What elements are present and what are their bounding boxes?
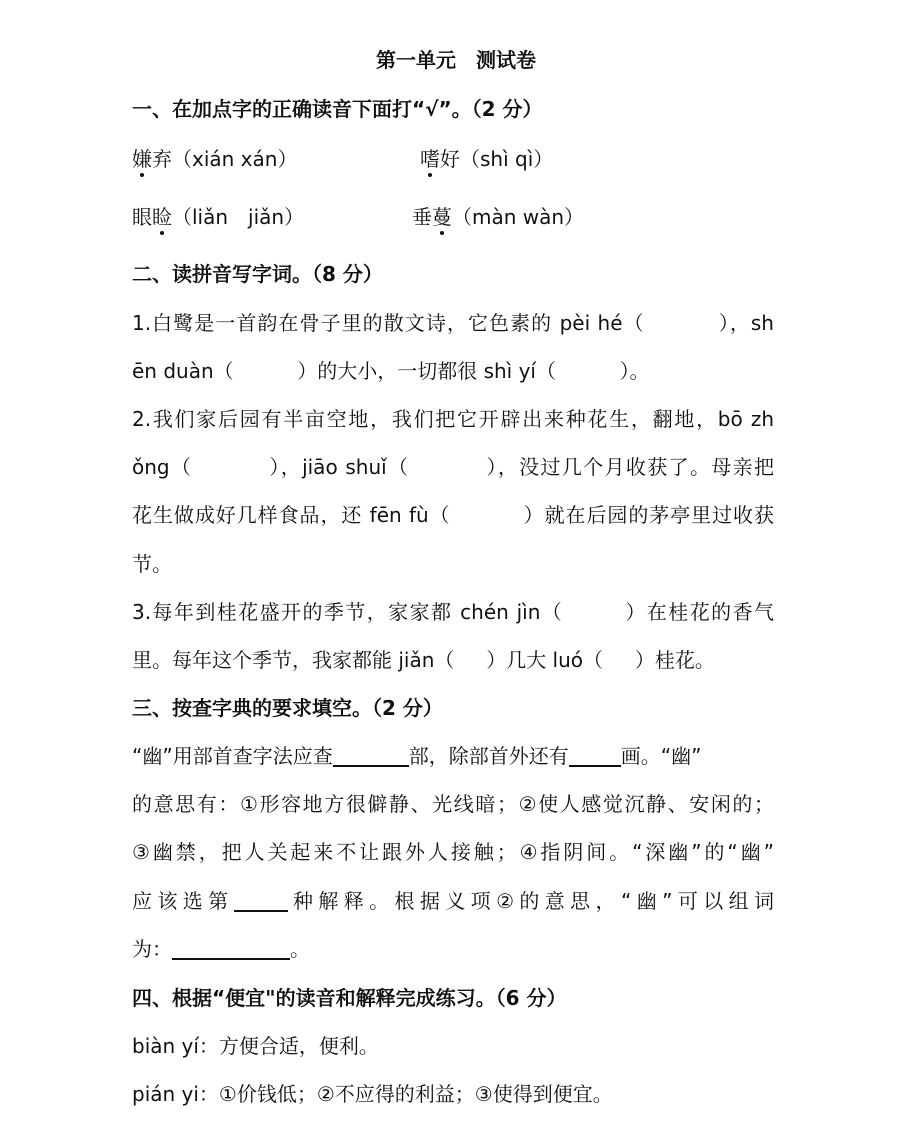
dotted-char: 嫌 bbox=[132, 143, 152, 172]
pinyin-options: （màn wàn） bbox=[452, 205, 585, 229]
q2-line-1: 1.白鹭是一首韵在骨子里的散文诗，它色素的 pèi hé（ ），sh bbox=[132, 311, 774, 335]
dotted-char: 嗜 bbox=[420, 143, 440, 172]
q3-line-5: 为： 。 bbox=[132, 937, 310, 961]
q1-item-4: 垂蔓（màn wàn） bbox=[412, 201, 584, 230]
q2-line-5: 花生做成好几样食品，还 fēn fù（ ）就在后园的茅亭里过收获 bbox=[132, 503, 775, 527]
q2-line-8: 里。每年这个季节，我家都能 jiǎn（ ）几大 luó（ ）桂花。 bbox=[132, 648, 715, 672]
q2-line-2: ēn duàn（ ）的大小，一切都很 shì yí（ ）。 bbox=[132, 359, 650, 383]
pinyin-options: （xián xán） bbox=[172, 147, 298, 171]
q1-item-3: 眼睑（liǎn jiǎn） bbox=[132, 201, 304, 230]
section-3-heading: 三、按查字典的要求填空。（2 分） bbox=[132, 696, 443, 720]
q2-line-3: 2.我们家后园有半亩空地，我们把它开辟出来种花生，翻地，bō zh bbox=[132, 407, 774, 431]
q2-line-7: 3.每年到桂花盛开的季节，家家都 chén jìn（ ）在桂花的香气 bbox=[132, 600, 774, 624]
q4-line-2: pián yi：①价钱低；②不应得的利益；③使得到便宜。 bbox=[132, 1082, 613, 1106]
pinyin-options: （shì qì） bbox=[460, 147, 554, 171]
answer-blank[interactable] bbox=[172, 957, 290, 960]
q1-item-1: 嫌弃（xián xán） bbox=[132, 143, 297, 172]
dotted-char: 蔓 bbox=[432, 201, 452, 230]
pinyin-options: （liǎn jiǎn） bbox=[172, 205, 305, 229]
dotted-char: 睑 bbox=[152, 201, 172, 230]
q3-line-3: ③幽禁，把人关起来不让跟外人接触；④指阴间。“深幽”的“幽” bbox=[132, 840, 774, 864]
section-1-heading: 一、在加点字的正确读音下面打“√”。（2 分） bbox=[132, 97, 543, 121]
answer-blank[interactable] bbox=[569, 764, 621, 767]
answer-blank[interactable] bbox=[234, 909, 288, 912]
answer-blank[interactable] bbox=[333, 764, 409, 767]
q1-item-2: 嗜好（shì qì） bbox=[420, 143, 553, 172]
q2-line-4: ǒng（ ），jiāo shuǐ（ ），没过几个月收获了。母亲把 bbox=[132, 455, 775, 479]
q3-line-1: “幽”用部首查字法应查 部，除部首外还有 画。“幽” bbox=[132, 744, 702, 768]
q3-line-4: 应该选第 种解释。根据义项②的意思，“幽”可以组词 bbox=[132, 889, 775, 913]
section-2-heading: 二、读拼音写字词。（8 分） bbox=[132, 262, 383, 286]
q4-line-1: biàn yí：方便合适，便利。 bbox=[132, 1034, 379, 1058]
q2-line-6: 节。 bbox=[132, 552, 172, 576]
page-title: 第一单元 测试卷 bbox=[376, 48, 536, 72]
section-4-heading: 四、根据“便宜"的读音和解释完成练习。（6 分） bbox=[132, 986, 567, 1010]
q3-line-2: 的意思有：①形容地方很僻静、光线暗；②使人感觉沉静、安闲的； bbox=[132, 792, 774, 816]
